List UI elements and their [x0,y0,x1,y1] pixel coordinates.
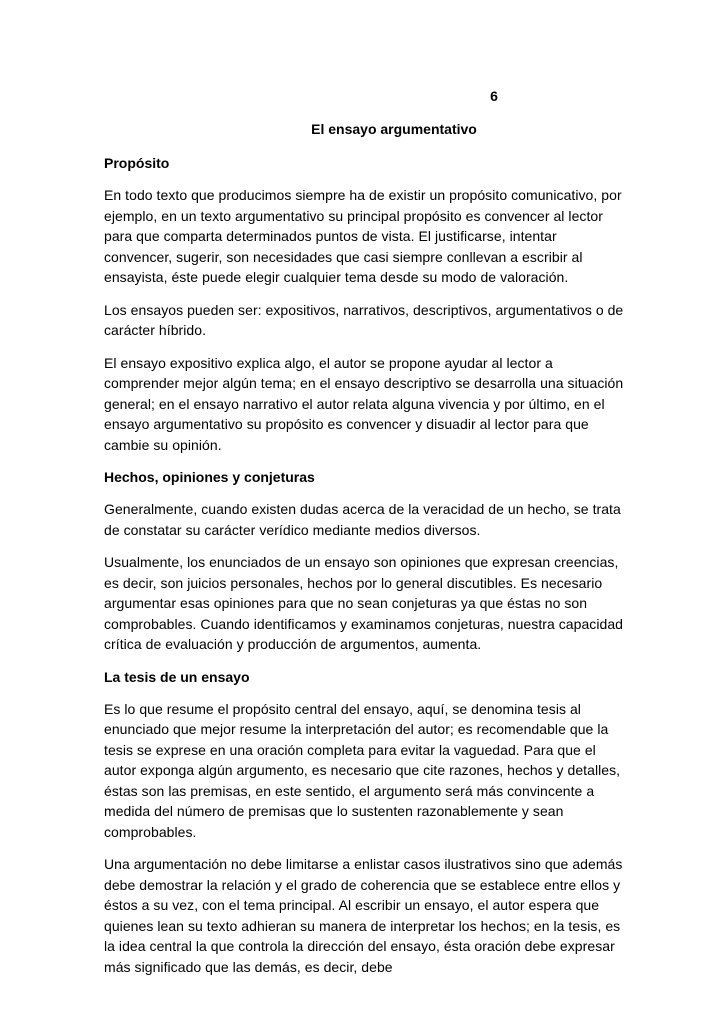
paragraph: El ensayo expositivo explica algo, el autor se propone ayudar al lector a comprender mejor algún tema; en el ensayo descriptivo se desarrolla una situación general; en el ensayo narrativo el autor relata alguna vivencia y por último, en el ensayo argumentativo su propósito es convencer y disuadir al lector para que cambie su opinión. [104,354,624,453]
paragraph: Generalmente, cuando existen dudas acerca de la veracidad de un hecho, se trata de constatar su carácter verídico mediante medios diversos. [104,501,621,538]
paragraph: Una argumentación no debe limitarse a enlistar casos ilustrativos sino que además debe demostrar la relación y el grado de coherencia que se establece entre ellos y éstos a su vez, con el tema principal. Al escribir un ensayo, el autor espera que quienes lean su texto adhieran su manera de interpretar los hechos; en la tesis, es la idea central la que controla la dirección del ensayo, ésta oración debe expresar más significado que las demás, es decir, debe [104,856,623,975]
paragraph: Los ensayos pueden ser: expositivos, narrativos, descriptivos, argumentativos o de carácter híbrido. [104,301,624,338]
document-title: El ensayo argumentativo [311,121,477,137]
section-heading-tesis: La tesis de un ensayo [104,668,250,685]
page-number: 6 [490,88,498,104]
section-heading-hechos: Hechos, opiniones y conjeturas [104,469,315,485]
paragraph: En todo texto que producimos siempre ha de existir un propósito comunicativo, por ejemplo, en un texto argumentativo su principal propósito es convencer al lector para que comparta determinados puntos de vista. El justificarse, intentar convencer, sugerir, son necesidades que casi siempre conllevan a escribir al ensayista, éste puede elegir cualquier tema desde su modo de valoración. [104,187,622,285]
paragraph: Usualmente, los enunciados de un ensayo son opiniones que expresan creencias, es decir, son juicios personales, hechos por lo general discutibles. Es necesario argumentar esas opiniones para que no sean conjeturas ya que éstas no son comprobables. Cuando identificamos y examinamos conjeturas, nuestra capacidad crítica de evaluación y producción de argumentos, aumenta. [104,554,624,652]
paragraph: Es lo que resume el propósito central del ensayo, aquí, se denomina tesis al enunciado que mejor resume la interpretación del autor; es recomendable que la tesis se exprese en una oración completa para evitar la vaguedad. Para que el autor exponga algún argumento, es necesario que cite razones, hechos y detalles, éstas son las premisas, en este sentido, el argumento será más convincente a medida del número de premisas que lo sustenten razonablemente y sean comprobables. [104,700,621,840]
document-page [104,86,624,977]
section-heading-proposito: Propósito [104,155,170,171]
